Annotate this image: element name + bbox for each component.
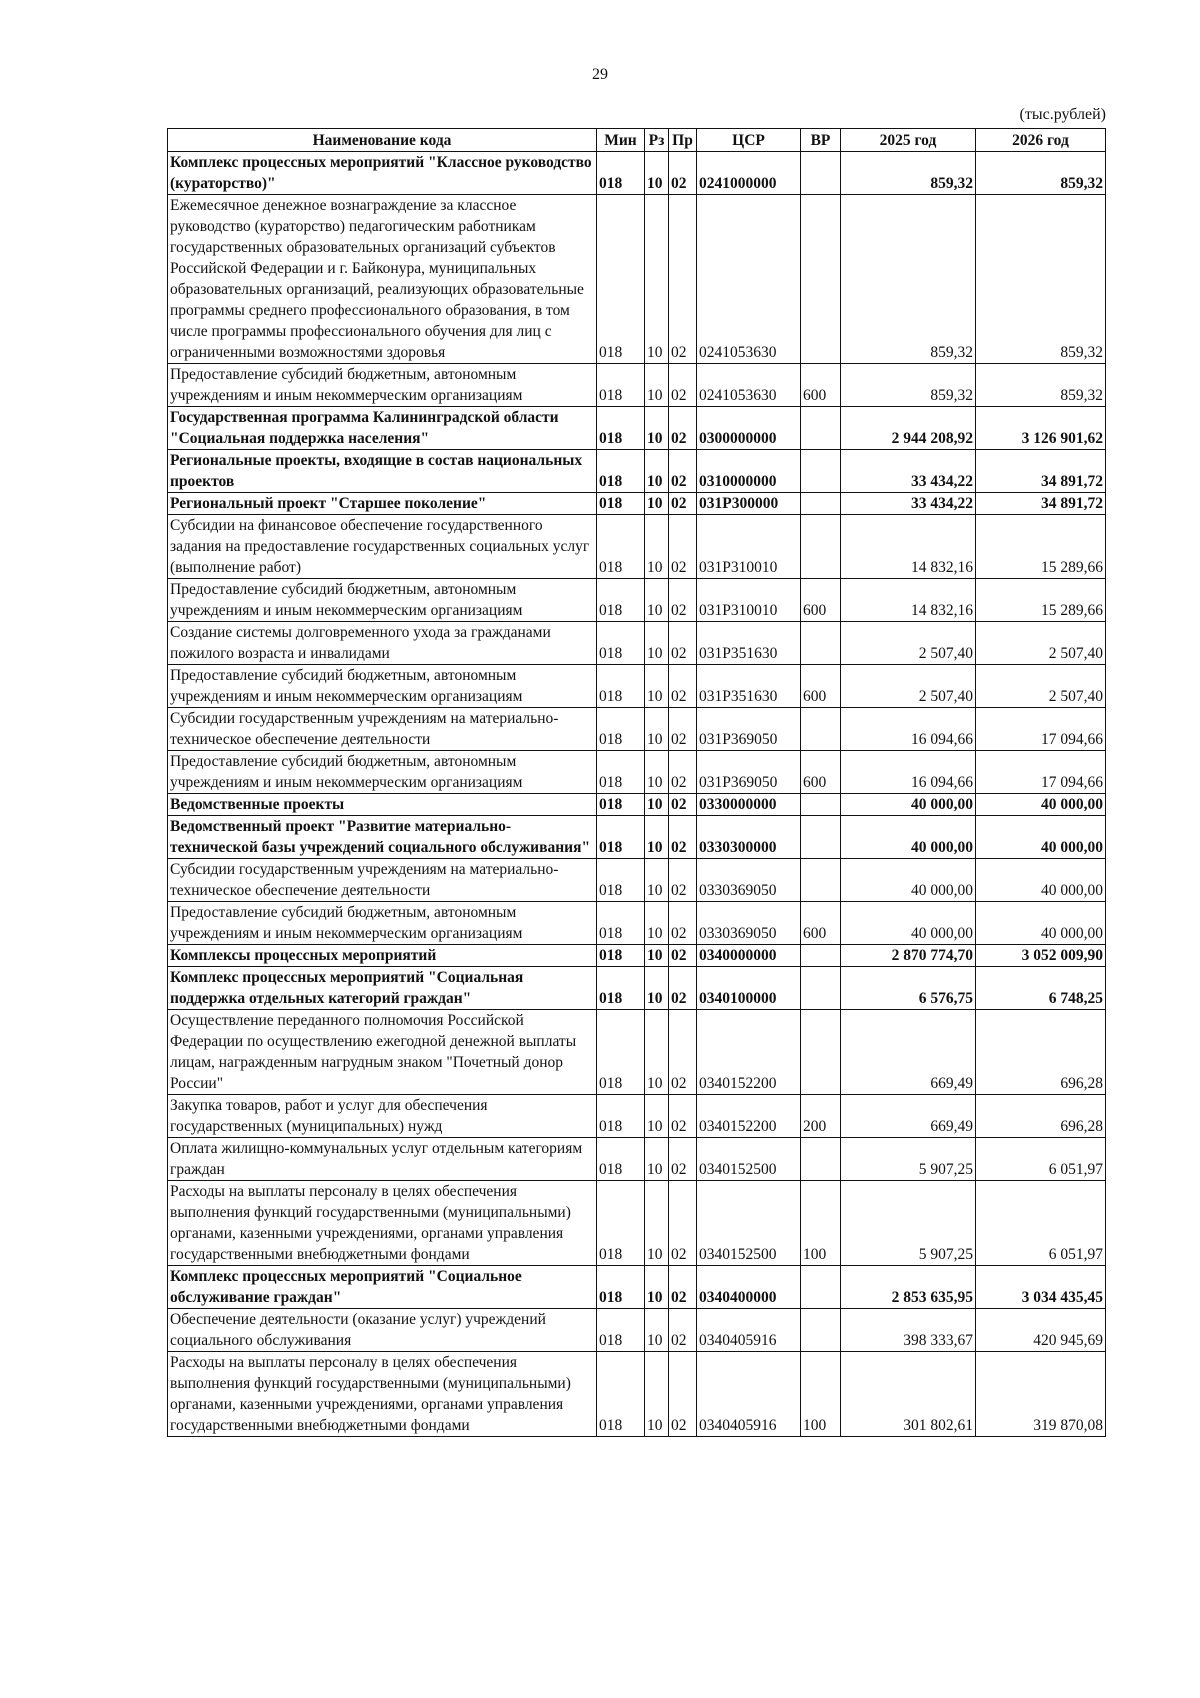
row-vr: 600 (801, 579, 841, 622)
row-amount-2025: 301 802,61 (841, 1352, 976, 1437)
row-pr: 02 (669, 622, 697, 665)
row-amount-2026: 40 000,00 (976, 902, 1106, 945)
row-vr (801, 407, 841, 450)
row-name: Комплексы процессных мероприятий (168, 945, 597, 967)
row-vr (801, 967, 841, 1010)
row-vr (801, 515, 841, 579)
table-row (168, 152, 1106, 195)
table-row (168, 1138, 1106, 1181)
row-min: 018 (597, 708, 645, 751)
row-name: Региональные проекты, входящие в состав национальных проектов (168, 450, 597, 493)
row-pr: 02 (669, 794, 697, 816)
row-amount-2026: 17 094,66 (976, 751, 1106, 794)
row-min: 018 (597, 579, 645, 622)
row-amount-2025: 859,32 (841, 195, 976, 364)
row-min: 018 (597, 902, 645, 945)
row-amount-2026: 859,32 (976, 152, 1106, 195)
row-csr: 031P369050 (697, 708, 801, 751)
table-row (168, 816, 1106, 859)
row-csr: 031P310010 (697, 579, 801, 622)
table-row (168, 407, 1106, 450)
row-rz: 10 (645, 152, 669, 195)
row-csr: 0340152500 (697, 1138, 801, 1181)
row-name: Субсидии государственным учреждениям на материально-техническое обеспечение деятельности (168, 708, 597, 751)
row-csr: 0340152500 (697, 1181, 801, 1266)
row-name: Расходы на выплаты персоналу в целях обеспечения выполнения функций государственными (муниципальными) органами, казенными учреждениями, органами управления государственными внебюджетными фондами (168, 1181, 597, 1266)
row-amount-2026: 3 034 435,45 (976, 1266, 1106, 1309)
row-amount-2026: 2 507,40 (976, 622, 1106, 665)
table-row (168, 708, 1106, 751)
row-amount-2025: 5 907,25 (841, 1181, 976, 1266)
row-amount-2026: 34 891,72 (976, 493, 1106, 515)
row-name: Закупка товаров, работ и услуг для обеспечения государственных (муниципальных) нужд (168, 1095, 597, 1138)
row-name: Предоставление субсидий бюджетным, автономным учреждениям и иным некоммерческим организациям (168, 751, 597, 794)
row-amount-2025: 40 000,00 (841, 902, 976, 945)
row-amount-2026: 6 051,97 (976, 1181, 1106, 1266)
row-vr (801, 816, 841, 859)
table-row (168, 364, 1106, 407)
row-csr: 031P310010 (697, 515, 801, 579)
row-min: 018 (597, 816, 645, 859)
row-min: 018 (597, 622, 645, 665)
row-vr (801, 1138, 841, 1181)
row-csr: 0310000000 (697, 450, 801, 493)
table-row (168, 1181, 1106, 1266)
row-pr: 02 (669, 1095, 697, 1138)
row-min: 018 (597, 1095, 645, 1138)
row-amount-2026: 6 051,97 (976, 1138, 1106, 1181)
row-amount-2025: 2 944 208,92 (841, 407, 976, 450)
table-row (168, 1352, 1106, 1437)
row-vr (801, 945, 841, 967)
table-row (168, 450, 1106, 493)
row-amount-2025: 40 000,00 (841, 794, 976, 816)
row-amount-2025: 5 907,25 (841, 1138, 976, 1181)
row-name: Обеспечение деятельности (оказание услуг) учреждений социального обслуживания (168, 1309, 597, 1352)
row-rz: 10 (645, 1352, 669, 1437)
row-min: 018 (597, 794, 645, 816)
table-row (168, 794, 1106, 816)
row-rz: 10 (645, 945, 669, 967)
row-rz: 10 (645, 515, 669, 579)
row-pr: 02 (669, 751, 697, 794)
row-name: Комплекс процессных мероприятий "Классное руководство (кураторство)" (168, 152, 597, 195)
row-csr: 0340000000 (697, 945, 801, 967)
units-note: (тыс.рублей) (1019, 106, 1106, 123)
row-vr (801, 859, 841, 902)
row-amount-2025: 859,32 (841, 364, 976, 407)
row-rz: 10 (645, 1309, 669, 1352)
row-rz: 10 (645, 579, 669, 622)
row-csr: 0340152200 (697, 1010, 801, 1095)
row-csr: 0330369050 (697, 859, 801, 902)
row-csr: 031P351630 (697, 665, 801, 708)
row-min: 018 (597, 493, 645, 515)
row-amount-2026: 15 289,66 (976, 579, 1106, 622)
row-vr (801, 708, 841, 751)
row-pr: 02 (669, 816, 697, 859)
row-min: 018 (597, 665, 645, 708)
row-pr: 02 (669, 967, 697, 1010)
row-pr: 02 (669, 859, 697, 902)
row-csr: 0340405916 (697, 1352, 801, 1437)
budget-table (167, 128, 1106, 1437)
row-min: 018 (597, 859, 645, 902)
row-pr: 02 (669, 407, 697, 450)
row-rz: 10 (645, 1095, 669, 1138)
row-name: Субсидии государственным учреждениям на материально-техническое обеспечение деятельности (168, 859, 597, 902)
row-rz: 10 (645, 794, 669, 816)
row-pr: 02 (669, 515, 697, 579)
row-min: 018 (597, 967, 645, 1010)
table-row (168, 1266, 1106, 1309)
row-rz: 10 (645, 816, 669, 859)
table-row (168, 579, 1106, 622)
row-amount-2026: 3 052 009,90 (976, 945, 1106, 967)
row-amount-2026: 3 126 901,62 (976, 407, 1106, 450)
row-csr: 031P300000 (697, 493, 801, 515)
row-vr: 100 (801, 1181, 841, 1266)
table-row (168, 493, 1106, 515)
row-vr: 600 (801, 364, 841, 407)
row-pr: 02 (669, 579, 697, 622)
row-min: 018 (597, 515, 645, 579)
row-name: Предоставление субсидий бюджетным, автономным учреждениям и иным некоммерческим организациям (168, 902, 597, 945)
table-row (168, 1010, 1106, 1095)
row-amount-2026: 859,32 (976, 364, 1106, 407)
row-amount-2025: 859,32 (841, 152, 976, 195)
row-name: Осуществление переданного полномочия Российской Федерации по осуществлению ежегодной денежной выплаты лицам, награжденным нагрудным знаком "Почетный донор России" (168, 1010, 597, 1095)
row-rz: 10 (645, 708, 669, 751)
col-header-name: Наименование кода (168, 129, 597, 152)
row-name: Ведомственный проект "Развитие материально-технической базы учреждений социального обслуживания" (168, 816, 597, 859)
row-amount-2026: 15 289,66 (976, 515, 1106, 579)
row-name: Государственная программа Калининградской области "Социальная поддержка населения" (168, 407, 597, 450)
col-header-2025: 2025 год (841, 129, 976, 152)
row-vr: 600 (801, 751, 841, 794)
row-pr: 02 (669, 902, 697, 945)
row-min: 018 (597, 450, 645, 493)
row-csr: 0340100000 (697, 967, 801, 1010)
row-vr (801, 1309, 841, 1352)
row-csr: 0300000000 (697, 407, 801, 450)
row-amount-2026: 2 507,40 (976, 665, 1106, 708)
row-pr: 02 (669, 1352, 697, 1437)
row-csr: 0241053630 (697, 195, 801, 364)
row-amount-2025: 40 000,00 (841, 816, 976, 859)
row-amount-2025: 40 000,00 (841, 859, 976, 902)
row-pr: 02 (669, 152, 697, 195)
row-pr: 02 (669, 945, 697, 967)
row-pr: 02 (669, 450, 697, 493)
row-vr (801, 450, 841, 493)
row-pr: 02 (669, 1266, 697, 1309)
row-vr (801, 622, 841, 665)
row-vr: 600 (801, 902, 841, 945)
row-amount-2025: 33 434,22 (841, 493, 976, 515)
row-rz: 10 (645, 622, 669, 665)
row-amount-2025: 16 094,66 (841, 751, 976, 794)
page-number: 29 (592, 66, 608, 83)
row-vr (801, 195, 841, 364)
row-amount-2026: 319 870,08 (976, 1352, 1106, 1437)
row-csr: 0330300000 (697, 816, 801, 859)
col-header-min: Мин (597, 129, 645, 152)
table-row (168, 1095, 1106, 1138)
row-min: 018 (597, 195, 645, 364)
row-pr: 02 (669, 1309, 697, 1352)
row-csr: 0340405916 (697, 1309, 801, 1352)
row-min: 018 (597, 1181, 645, 1266)
row-amount-2026: 40 000,00 (976, 859, 1106, 902)
row-amount-2025: 14 832,16 (841, 579, 976, 622)
row-csr: 0241000000 (697, 152, 801, 195)
col-header-rz: Рз (645, 129, 669, 152)
row-pr: 02 (669, 364, 697, 407)
row-rz: 10 (645, 407, 669, 450)
row-name: Региональный проект "Старшее поколение" (168, 493, 597, 515)
table-row (168, 859, 1106, 902)
row-name: Предоставление субсидий бюджетным, автономным учреждениям и иным некоммерческим организациям (168, 665, 597, 708)
table-row (168, 751, 1106, 794)
row-rz: 10 (645, 967, 669, 1010)
row-vr (801, 1010, 841, 1095)
table-header-row (168, 129, 1106, 152)
table-row (168, 945, 1106, 967)
row-amount-2026: 696,28 (976, 1095, 1106, 1138)
row-amount-2026: 17 094,66 (976, 708, 1106, 751)
row-rz: 10 (645, 1181, 669, 1266)
row-min: 018 (597, 1266, 645, 1309)
row-amount-2025: 2 507,40 (841, 665, 976, 708)
row-amount-2026: 34 891,72 (976, 450, 1106, 493)
row-min: 018 (597, 1010, 645, 1095)
row-amount-2025: 2 853 635,95 (841, 1266, 976, 1309)
row-amount-2025: 669,49 (841, 1095, 976, 1138)
row-rz: 10 (645, 1010, 669, 1095)
row-amount-2025: 16 094,66 (841, 708, 976, 751)
row-pr: 02 (669, 708, 697, 751)
row-name: Оплата жилищно-коммунальных услуг отдельным категориям граждан (168, 1138, 597, 1181)
row-vr: 100 (801, 1352, 841, 1437)
row-vr: 600 (801, 665, 841, 708)
table-row (168, 967, 1106, 1010)
row-pr: 02 (669, 1181, 697, 1266)
row-rz: 10 (645, 859, 669, 902)
row-min: 018 (597, 1352, 645, 1437)
row-vr (801, 493, 841, 515)
row-vr (801, 1266, 841, 1309)
row-rz: 10 (645, 1266, 669, 1309)
row-name: Ежемесячное денежное вознаграждение за классное руководство (кураторство) педагогическим работникам государственных образовательных организаций субъектов Российской Федерации и г. Байконура, муниципальных образовательных организаций, реализующих образовательные программы среднего профессионального образования, в том числе программы профессионального обучения для лиц с ограниченными возможностями здоровья (168, 195, 597, 364)
row-amount-2025: 33 434,22 (841, 450, 976, 493)
row-min: 018 (597, 1138, 645, 1181)
row-pr: 02 (669, 1138, 697, 1181)
row-csr: 0340152200 (697, 1095, 801, 1138)
row-pr: 02 (669, 1010, 697, 1095)
col-header-vr: ВР (801, 129, 841, 152)
table-row (168, 1309, 1106, 1352)
row-csr: 031P369050 (697, 751, 801, 794)
row-rz: 10 (645, 493, 669, 515)
table-row (168, 515, 1106, 579)
row-name: Ведомственные проекты (168, 794, 597, 816)
row-amount-2026: 859,32 (976, 195, 1106, 364)
row-min: 018 (597, 152, 645, 195)
row-rz: 10 (645, 665, 669, 708)
row-amount-2026: 40 000,00 (976, 794, 1106, 816)
row-amount-2026: 420 945,69 (976, 1309, 1106, 1352)
row-amount-2026: 696,28 (976, 1010, 1106, 1095)
row-name: Комплекс процессных мероприятий "Социальная поддержка отдельных категорий граждан" (168, 967, 597, 1010)
row-csr: 0330000000 (697, 794, 801, 816)
row-pr: 02 (669, 195, 697, 364)
row-amount-2025: 2 507,40 (841, 622, 976, 665)
row-name: Комплекс процессных мероприятий "Социальное обслуживание граждан" (168, 1266, 597, 1309)
row-rz: 10 (645, 364, 669, 407)
row-csr: 0241053630 (697, 364, 801, 407)
row-name: Предоставление субсидий бюджетным, автономным учреждениям и иным некоммерческим организациям (168, 579, 597, 622)
row-rz: 10 (645, 450, 669, 493)
row-vr (801, 794, 841, 816)
row-min: 018 (597, 945, 645, 967)
row-pr: 02 (669, 493, 697, 515)
row-rz: 10 (645, 902, 669, 945)
row-min: 018 (597, 407, 645, 450)
row-amount-2026: 40 000,00 (976, 816, 1106, 859)
row-csr: 0340400000 (697, 1266, 801, 1309)
row-min: 018 (597, 1309, 645, 1352)
col-header-csr: ЦСР (697, 129, 801, 152)
row-rz: 10 (645, 751, 669, 794)
table-row (168, 195, 1106, 364)
row-name: Предоставление субсидий бюджетным, автономным учреждениям и иным некоммерческим организациям (168, 364, 597, 407)
col-header-pr: Пр (669, 129, 697, 152)
row-amount-2025: 14 832,16 (841, 515, 976, 579)
table-row (168, 902, 1106, 945)
row-pr: 02 (669, 665, 697, 708)
row-rz: 10 (645, 195, 669, 364)
row-amount-2025: 6 576,75 (841, 967, 976, 1010)
row-amount-2025: 669,49 (841, 1010, 976, 1095)
row-rz: 10 (645, 1138, 669, 1181)
col-header-2026: 2026 год (976, 129, 1106, 152)
table-row (168, 622, 1106, 665)
row-amount-2025: 2 870 774,70 (841, 945, 976, 967)
row-vr: 200 (801, 1095, 841, 1138)
row-name: Расходы на выплаты персоналу в целях обеспечения выполнения функций государственными (муниципальными) органами, казенными учреждениями, органами управления государственными внебюджетными фондами (168, 1352, 597, 1437)
row-min: 018 (597, 751, 645, 794)
row-min: 018 (597, 364, 645, 407)
row-amount-2026: 6 748,25 (976, 967, 1106, 1010)
row-csr: 0330369050 (697, 902, 801, 945)
row-vr (801, 152, 841, 195)
row-name: Субсидии на финансовое обеспечение государственного задания на предоставление государственных социальных услуг (выполнение работ) (168, 515, 597, 579)
row-name: Создание системы долговременного ухода за гражданами пожилого возраста и инвалидами (168, 622, 597, 665)
row-amount-2025: 398 333,67 (841, 1309, 976, 1352)
row-csr: 031P351630 (697, 622, 801, 665)
table-row (168, 665, 1106, 708)
